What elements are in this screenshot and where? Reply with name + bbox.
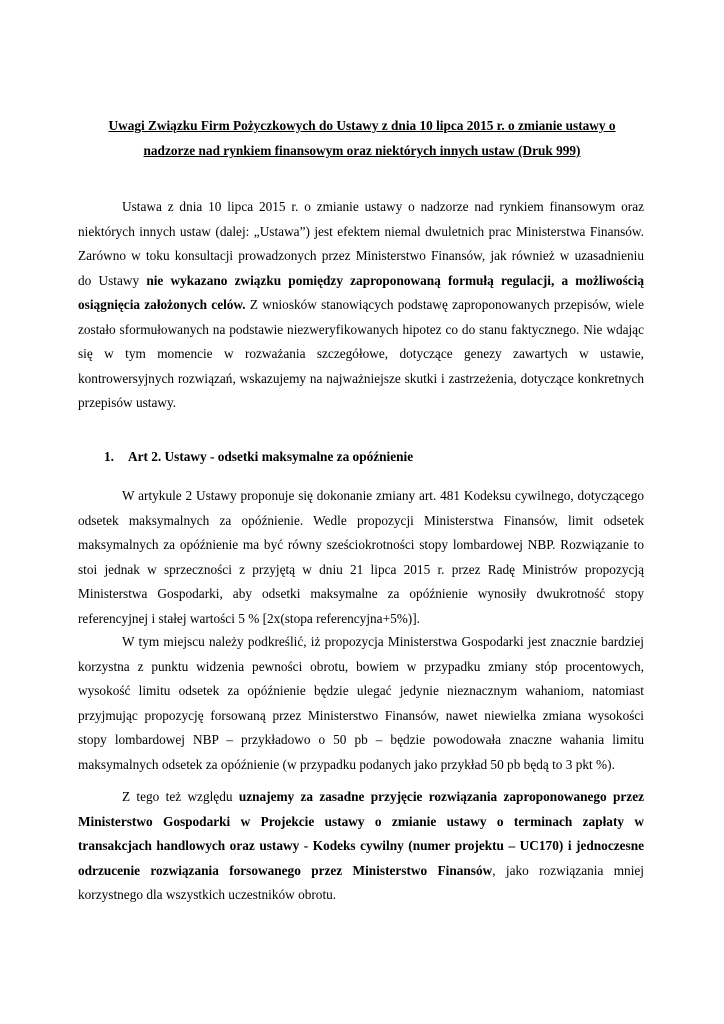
paragraph-line: Z tego też względu uznajemy za zasadne przyjęcie rozwiązania zaproponowanego przez [122,789,645,804]
intro-line: zostało sformułowanych na podstawie niezweryfikowanych hipotez co do stanu faktycznego. Nie wdając [78,321,644,337]
intro-line: niektórych innych ustaw (dalej: „Ustawa”) jest efektem niemal dwuletnich prac Ministerstwa Finansów. [78,223,644,239]
paragraph-line: W artykule 2 Ustawy proponuje się dokonanie zmiany art. 481 Kodeksu cywilnego, dotyczącego [122,488,644,503]
intro-line: kontrowersyjnych rozwiązań, wskazujemy na najważniejsze skutki i zastrzeżenia, dotyczące konkretnych [78,370,644,386]
paragraph-line: maksymalnych odsetek za opóźnienie (w przypadku podanych jako przykład 50 pb będą to 3 pkt %). [78,756,615,772]
intro-line: osiągnięcia założonych celów. Z wniosków stanowiących podstawę zaproponowanych przepisów, wiele [78,297,644,312]
paragraph-line: korzystnego dla wszystkich uczestników obrotu. [78,887,337,902]
intro-line: Zarówno w toku konsultacji prowadzonych przez Ministerstwo Finansów, jak również w uzasadnieniu [78,248,644,263]
paragraph-emphasis: odrzucenie rozwiązania forsowanego przez Ministerstwo Finansów [78,862,493,878]
paragraph-line: Ministerstwo Gospodarki w Projekcie ustawy o zmianie ustawy o terminach zapłaty w [78,813,644,829]
intro-line: przepisów ustawy. [78,395,177,410]
intro-emphasis: osiągnięcia założonych celów. [78,297,246,312]
intro-paragraph [78,195,644,416]
intro-line: do Ustawy nie wykazano związku pomiędzy zaproponowaną formułą regulacji, a możliwością [78,272,644,288]
paragraph-line: transakcjach handlowych oraz ustawy - Kodeks cywilny (numer projektu – UC170) i jednoczesne [78,838,644,853]
paragraph-line: przyjmując propozycję forsowaną przez Ministerstwo Finansów, nawet niewielka zmiana wysokości [78,707,644,723]
intro-line: Ustawa z dnia 10 lipca 2015 r. o zmianie ustawy o nadzorze nad rynkiem finansowym oraz [122,199,644,214]
section-title: Art 2. Ustawy - odsetki maksymalne za opóźnienie [128,449,414,464]
document-title [78,113,646,163]
section-number: 1. [104,449,114,464]
paragraph-line: odsetek maksymalnych za opóźnienie. Wedle propozycji Ministerstwa Finansów, limit odsetek [78,512,644,528]
paragraph-line: W tym miejscu należy podkreślić, iż propozycja Ministerstwa Gospodarki jest znacznie bardziej [122,634,644,649]
section-1-paragraph-1 [78,484,644,631]
section-1-paragraph-2 [78,630,644,777]
paragraph-line: Ministerstwa Gospodarki, aby odsetki maksymalne za opóźnienie wynosiły dwukrotność stopy [78,586,644,601]
paragraph-line: maksymalnych za opóźnienie ma być równy sześciokrotności stopy lombardowej NBP. Rozwiązanie to [78,537,644,552]
title-line-1: Uwagi Związku Firm Pożyczkowych do Ustawy z dnia 10 lipca 2015 r. o zmianie ustawy o [108,118,616,133]
paragraph-line: stopy lombardowej NBP – przykładowo o 50 pb – będzie powodowała znaczne wahania limitu [78,732,644,747]
paragraph-line: stoi jednak w sprzeczności z przyjętą w dniu 21 lipca 2015 r. przez Radę Ministrów propozycją [78,561,644,577]
section-1-paragraph-3 [78,785,644,908]
intro-emphasis: nie wykazano związku pomiędzy zaproponowaną formułą regulacji, a możliwością [146,272,644,288]
paragraph-line: korzystna z punktu widzenia pewności obrotu, bowiem w przypadku zmiany stóp procentowych, [78,658,644,674]
title-line-2: nadzorze nad rynkiem finansowym oraz niektórych innych ustaw (Druk 999) [143,143,581,158]
section-1-heading [104,449,413,465]
paragraph-line: wysokość limitu odsetek za opóźnienie będzie ulegać jedynie nieznacznym wahaniom, natomiast [78,683,644,698]
intro-line: się w tym momencie w rozważania szczegółowe, dotyczące genezy zawartych w ustawie, [78,346,644,361]
paragraph-line: odrzucenie rozwiązania forsowanego przez Ministerstwo Finansów, jako rozwiązania mniej [78,862,644,878]
paragraph-emphasis: uznajemy za zasadne przyjęcie rozwiązania zaproponowanego przez [238,789,645,804]
paragraph-line: referencyjnej i stałej wartości 5 % [2x(stopa referencyjna+5%)]. [78,610,420,626]
